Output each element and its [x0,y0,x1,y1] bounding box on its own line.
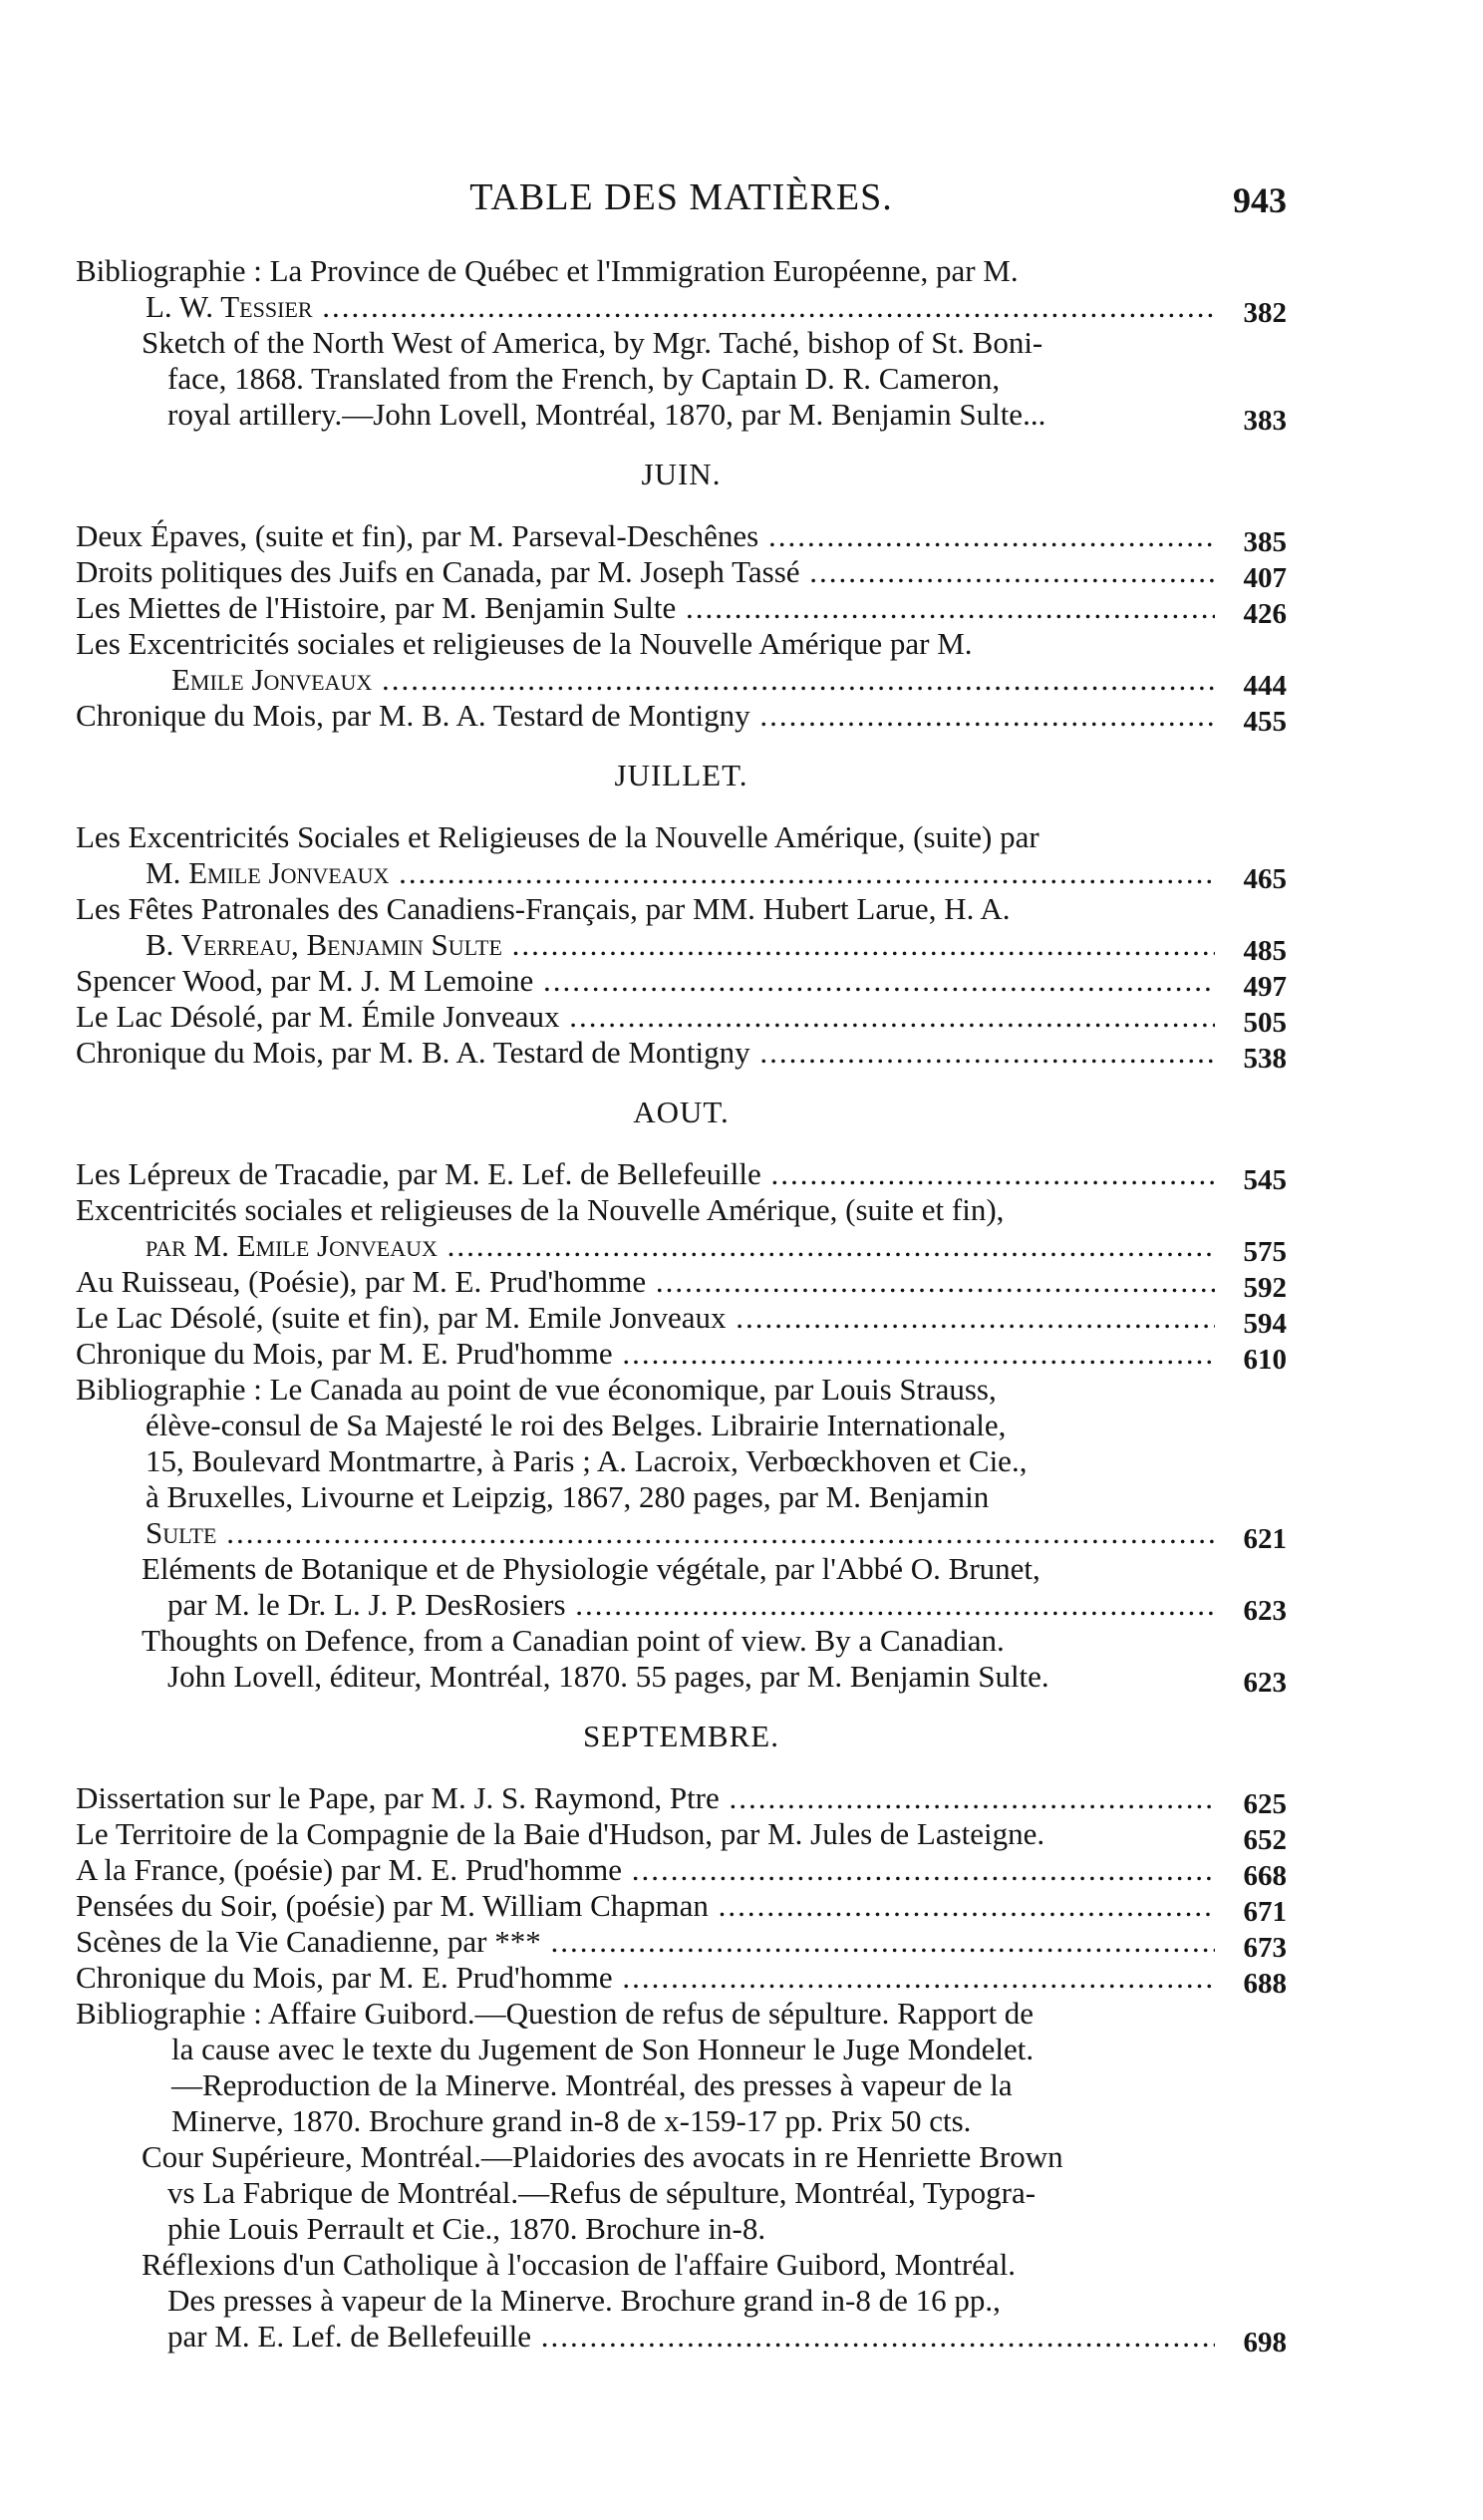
page-header [76,175,1287,235]
toc-page: 698 [1243,2327,1287,2359]
toc-line: phie Louis Perrault et Cie., 1870. Brochure in-8. [167,2211,766,2246]
toc-page: 383 [1243,405,1287,437]
toc-line: Emile Jonveaux ..... 444 [76,662,1287,698]
toc-page: 594 [1243,1308,1287,1340]
toc-page: 575 [1243,1236,1287,1268]
toc-page: 382 [1243,297,1287,329]
toc-line: royal artillery.—John Lovell, Montréal, 1870, par M. Benjamin Sulte... 383 [167,397,1287,437]
toc-line: Sketch of the North West of America, by Mgr. Taché, bishop of St. Boni- [142,325,1043,360]
toc-line: Chronique du Mois, par M. E. Prud'homme ..... 688 [76,1960,1287,1996]
toc-line: par M. E. Lef. de Bellefeuille ..... 698 [76,2319,1287,2355]
toc-line: John Lovell, éditeur, Montréal, 1870. 55 pages, par M. Benjamin Sulte. 623 [167,1659,1287,1699]
toc-page: 426 [1243,598,1287,630]
toc-line: Bibliographie : Affaire Guibord.—Question de refus de sépulture. Rapport de [76,1996,1035,2031]
section-septembre [76,1695,1287,1780]
toc-line: Spencer Wood, par M. J. M Lemoine ..... 497 [76,963,1287,999]
toc-line: par M. le Dr. L. J. P. DesRosiers ..... 623 [76,1587,1287,1623]
toc-line: M. Emile Jonveaux ..... 465 [76,855,1287,891]
toc-page: 538 [1243,1043,1287,1075]
toc-page: 668 [1243,1860,1287,1892]
toc-page: 688 [1243,1968,1287,2000]
toc-line: Bibliographie : La Province de Québec et l'Immigration Européenne, par M. [76,253,1019,288]
toc-line: Sulte ..... 621 [76,1515,1287,1551]
toc-line: Les Excentricités Sociales et Religieuses de la Nouvelle Amérique, (suite) par [76,819,1039,854]
toc-line: Eléments de Botanique et de Physiologie végétale, par l'Abbé O. Brunet, [142,1551,1040,1586]
toc-line: Chronique du Mois, par M. B. A. Testard de Montigny ..... 538 [76,1035,1287,1071]
toc-line: —Reproduction de la Minerve. Montréal, des presses à vapeur de la [171,2067,1013,2102]
page-title: TABLE DES MATIÈRES. [469,176,893,218]
toc-line: Le Lac Désolé, (suite et fin), par M. Emile Jonveaux ..... 594 [76,1300,1287,1336]
toc-line: Les Fêtes Patronales des Canadiens-Français, par MM. Hubert Larue, H. A. [76,891,1011,926]
toc-line: Bibliographie : Le Canada au point de vue économique, par Louis Strauss, [76,1372,997,1407]
toc-line: L. W. Tessier ..... 382 [76,289,1287,325]
toc-line: 15, Boulevard Montmartre, à Paris ; A. Lacroix, Verbœckhoven et Cie., [146,1443,1028,1478]
toc-page: 625 [1243,1788,1287,1820]
toc-line: vs La Fabrique de Montréal.—Refus de sépulture, Montréal, Typogra- [167,2175,1037,2210]
toc-line: élève-consul de Sa Majesté le roi des Belges. Librairie Internationale, [146,1408,1007,1442]
toc-page: 621 [1243,1523,1287,1555]
section-juin [76,433,1287,518]
toc-line: par M. Emile Jonveaux ..... 575 [76,1228,1287,1264]
toc-line: Les Excentricités sociales et religieuses de la Nouvelle Amérique par M. [76,626,973,661]
toc-line: Chronique du Mois, par M. E. Prud'homme ..... 610 [76,1336,1287,1372]
toc-line: A la France, (poésie) par M. E. Prud'homme ..... 668 [76,1852,1287,1888]
toc-line: Minerve, 1870. Brochure grand in-8 de x-159-17 pp. Prix 50 cts. [171,2103,972,2138]
toc-page: 485 [1243,935,1287,967]
page-number: 943 [1233,180,1287,220]
section-juillet [76,734,1287,819]
toc-page: 673 [1243,1932,1287,1964]
toc-page: 497 [1243,971,1287,1003]
toc-page: 592 [1243,1272,1287,1304]
toc-line: Les Lépreux de Tracadie, par M. E. Lef. de Bellefeuille ..... 545 [76,1156,1287,1192]
toc-page: 623 [1243,1595,1287,1627]
toc-page: 455 [1243,706,1287,738]
section-heading: JUILLET. [614,758,748,792]
toc-line: Scènes de la Vie Canadienne, par *** ..... 673 [76,1924,1287,1960]
toc-line: Deux Épaves, (suite et fin), par M. Parseval-Deschênes ..... 385 [76,518,1287,554]
toc-line: Pensées du Soir, (poésie) par M. William Chapman ..... 671 [76,1888,1287,1924]
toc-page: 444 [1243,670,1287,702]
section-heading: AOUT. [633,1095,730,1129]
toc-page: 407 [1243,562,1287,594]
toc-line: à Bruxelles, Livourne et Leipzig, 1867, 280 pages, par M. Benjamin [146,1479,990,1514]
section-heading: JUIN. [641,457,722,491]
toc-line: Cour Supérieure, Montréal.—Plaidories des avocats in re Henriette Brown [142,2139,1063,2174]
toc-line: Les Miettes de l'Histoire, par M. Benjamin Sulte ..... 426 [76,590,1287,626]
toc-line: Réflexions d'un Catholique à l'occasion de l'affaire Guibord, Montréal. [142,2247,1017,2282]
toc-line: Le Lac Désolé, par M. Émile Jonveaux ..... 505 [76,999,1287,1035]
toc-line: Au Ruisseau, (Poésie), par M. E. Prud'homme ..... 592 [76,1264,1287,1300]
toc-line: B. Verreau, Benjamin Sulte ..... 485 [76,927,1287,963]
toc-page: 505 [1243,1007,1287,1039]
toc-line: Droits politiques des Juifs en Canada, par M. Joseph Tassé ..... 407 [76,554,1287,590]
toc-page: 610 [1243,1344,1287,1376]
toc-line: Des presses à vapeur de la Minerve. Brochure grand in-8 de 16 pp., [167,2283,1001,2318]
toc-line: Chronique du Mois, par M. B. A. Testard de Montigny ..... 455 [76,698,1287,734]
section-heading: SEPTEMBRE. [583,1719,779,1753]
toc-page: 623 [1243,1667,1287,1699]
toc-line: face, 1868. Translated from the French, by Captain D. R. Cameron, [167,361,1001,396]
toc-page: 465 [1243,863,1287,895]
toc-page: 671 [1243,1896,1287,1928]
toc-line: Le Territoire de la Compagnie de la Baie d'Hudson, par M. Jules de Lasteigne. 652 [76,1816,1287,1856]
table-of-contents [76,253,1287,2359]
toc-page: 545 [1243,1164,1287,1196]
toc-page: 385 [1243,526,1287,558]
toc-line: Dissertation sur le Pape, par M. J. S. Raymond, Ptre ..... 625 [76,1780,1287,1816]
toc-line: Excentricités sociales et religieuses de la Nouvelle Amérique, (suite et fin), [76,1192,1005,1227]
section-aout [76,1071,1287,1156]
toc-page: 652 [1243,1824,1287,1856]
toc-line: la cause avec le texte du Jugement de Son Honneur le Juge Mondelet. [171,2032,1035,2066]
toc-line: Thoughts on Defence, from a Canadian point of view. By a Canadian. [142,1623,1005,1658]
